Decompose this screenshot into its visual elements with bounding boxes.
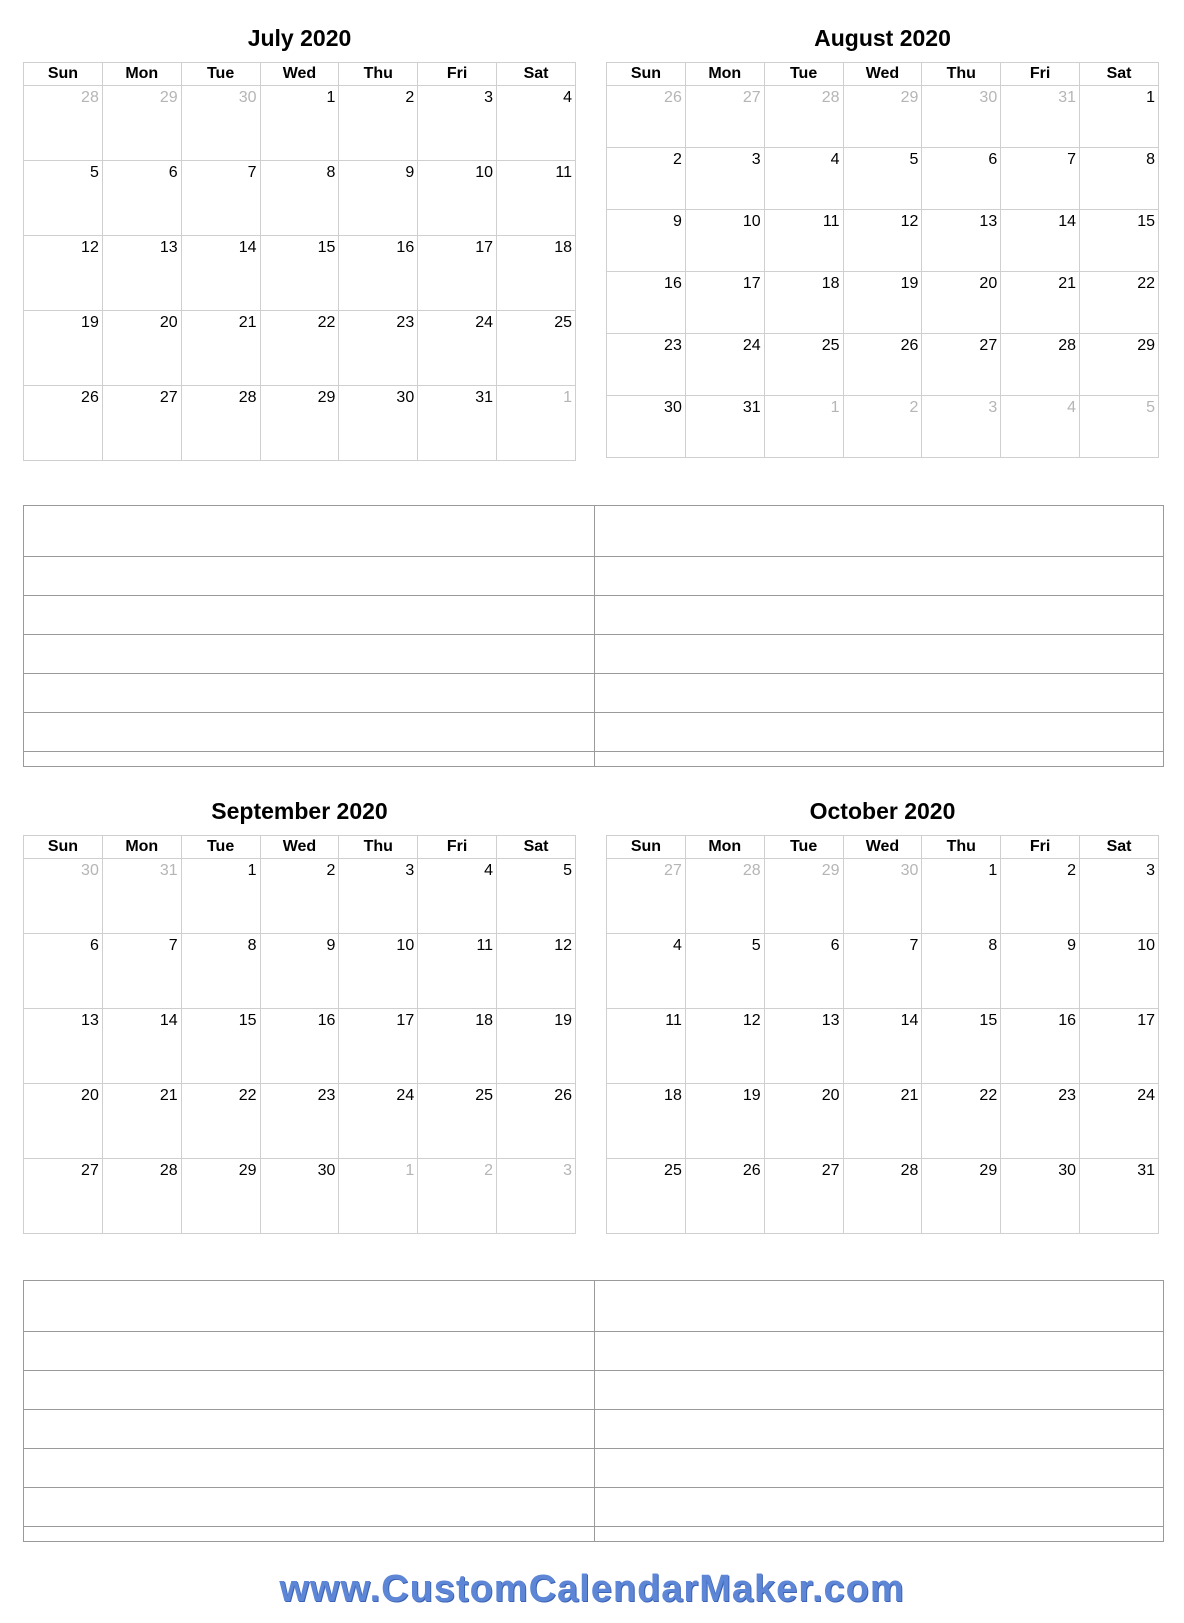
notes-divider bbox=[594, 1281, 595, 1541]
day-cell[interactable]: 25 bbox=[607, 1159, 686, 1234]
week-row bbox=[24, 859, 576, 934]
day-cell[interactable]: 19 bbox=[497, 1009, 576, 1084]
weekday-header: Mon bbox=[102, 63, 181, 86]
day-cell[interactable]: 5 bbox=[497, 859, 576, 934]
day-cell[interactable]: 31 bbox=[1080, 1159, 1159, 1234]
day-cell[interactable]: 9 bbox=[1001, 934, 1080, 1009]
day-cell[interactable]: 2 bbox=[607, 148, 686, 210]
day-cell-other-month[interactable]: 1 bbox=[764, 396, 843, 458]
day-cell[interactable]: 1 bbox=[1080, 86, 1159, 148]
day-cell[interactable]: 8 bbox=[260, 161, 339, 236]
day-cell[interactable]: 28 bbox=[102, 1159, 181, 1234]
day-cell[interactable]: 26 bbox=[497, 1084, 576, 1159]
week-row bbox=[607, 1009, 1159, 1084]
weekday-header: Wed bbox=[843, 63, 922, 86]
weekday-header: Sat bbox=[1080, 63, 1159, 86]
day-cell[interactable]: 12 bbox=[24, 236, 103, 311]
day-cell[interactable]: 3 bbox=[339, 859, 418, 934]
day-cell-other-month[interactable]: 2 bbox=[418, 1159, 497, 1234]
weekday-header: Tue bbox=[181, 63, 260, 86]
day-cell[interactable]: 4 bbox=[497, 86, 576, 161]
week-row bbox=[24, 86, 576, 161]
weekday-header: Sun bbox=[607, 836, 686, 859]
notes-area-top[interactable] bbox=[23, 505, 1164, 767]
day-cell[interactable]: 14 bbox=[843, 1009, 922, 1084]
day-cell[interactable]: 18 bbox=[497, 236, 576, 311]
weekday-header: Sun bbox=[24, 836, 103, 859]
day-cell[interactable]: 24 bbox=[685, 334, 764, 396]
day-cell[interactable]: 27 bbox=[922, 334, 1001, 396]
day-cell[interactable]: 5 bbox=[843, 148, 922, 210]
calendar-grid bbox=[606, 835, 1159, 1234]
day-cell[interactable]: 6 bbox=[764, 934, 843, 1009]
day-cell[interactable]: 8 bbox=[181, 934, 260, 1009]
day-cell[interactable]: 9 bbox=[339, 161, 418, 236]
day-cell[interactable]: 13 bbox=[922, 210, 1001, 272]
day-cell[interactable]: 4 bbox=[607, 934, 686, 1009]
weekday-header: Mon bbox=[685, 63, 764, 86]
week-row bbox=[607, 934, 1159, 1009]
weekday-header: Thu bbox=[922, 836, 1001, 859]
notes-line bbox=[24, 1370, 1163, 1371]
notes-area-bottom[interactable] bbox=[23, 1280, 1164, 1542]
day-cell[interactable]: 4 bbox=[764, 148, 843, 210]
notes-line bbox=[24, 1409, 1163, 1410]
day-cell[interactable]: 11 bbox=[497, 161, 576, 236]
day-cell[interactable]: 10 bbox=[339, 934, 418, 1009]
day-cell[interactable]: 25 bbox=[497, 311, 576, 386]
weekday-header: Sat bbox=[497, 836, 576, 859]
day-cell[interactable]: 8 bbox=[922, 934, 1001, 1009]
day-cell[interactable]: 29 bbox=[260, 386, 339, 461]
day-cell[interactable]: 2 bbox=[339, 86, 418, 161]
day-cell[interactable]: 11 bbox=[764, 210, 843, 272]
day-cell[interactable]: 27 bbox=[102, 386, 181, 461]
weekday-header: Sun bbox=[24, 63, 103, 86]
weekday-header: Fri bbox=[1001, 63, 1080, 86]
day-cell[interactable]: 26 bbox=[685, 1159, 764, 1234]
week-row bbox=[607, 396, 1159, 458]
week-row bbox=[607, 1159, 1159, 1234]
day-cell-other-month[interactable]: 27 bbox=[607, 859, 686, 934]
month-title: October 2020 bbox=[809, 798, 956, 824]
day-cell-other-month[interactable]: 28 bbox=[24, 86, 103, 161]
weekday-header: Sat bbox=[1080, 836, 1159, 859]
day-cell[interactable]: 19 bbox=[24, 311, 103, 386]
day-cell-other-month[interactable]: 28 bbox=[685, 859, 764, 934]
day-cell-other-month[interactable]: 1 bbox=[497, 386, 576, 461]
day-cell[interactable]: 14 bbox=[1001, 210, 1080, 272]
day-cell[interactable]: 20 bbox=[24, 1084, 103, 1159]
weekday-header: Mon bbox=[102, 836, 181, 859]
day-cell[interactable]: 17 bbox=[418, 236, 497, 311]
day-cell[interactable]: 22 bbox=[922, 1084, 1001, 1159]
notes-line bbox=[24, 673, 1163, 674]
day-cell[interactable]: 15 bbox=[922, 1009, 1001, 1084]
day-cell[interactable]: 29 bbox=[922, 1159, 1001, 1234]
day-cell[interactable]: 8 bbox=[1080, 148, 1159, 210]
notes-line bbox=[24, 1448, 1163, 1449]
day-cell[interactable]: 19 bbox=[843, 272, 922, 334]
weekday-header: Sat bbox=[497, 63, 576, 86]
day-cell[interactable]: 7 bbox=[102, 934, 181, 1009]
day-cell[interactable]: 3 bbox=[1080, 859, 1159, 934]
week-row bbox=[607, 859, 1159, 934]
weekday-header: Wed bbox=[260, 63, 339, 86]
day-cell[interactable]: 31 bbox=[418, 386, 497, 461]
day-cell[interactable]: 28 bbox=[1001, 334, 1080, 396]
weekday-header: Wed bbox=[843, 836, 922, 859]
week-row bbox=[24, 386, 576, 461]
day-cell[interactable]: 24 bbox=[418, 311, 497, 386]
day-cell[interactable]: 23 bbox=[607, 334, 686, 396]
notes-line bbox=[24, 751, 1163, 752]
day-cell[interactable]: 10 bbox=[418, 161, 497, 236]
day-cell[interactable]: 7 bbox=[843, 934, 922, 1009]
website-footer-link[interactable]: www.CustomCalendarMaker.com bbox=[279, 1568, 905, 1610]
notes-line bbox=[24, 595, 1163, 596]
day-cell[interactable]: 7 bbox=[181, 161, 260, 236]
day-cell[interactable]: 4 bbox=[418, 859, 497, 934]
week-row bbox=[24, 934, 576, 1009]
weekday-header: Thu bbox=[339, 63, 418, 86]
week-row bbox=[24, 236, 576, 311]
notes-line bbox=[24, 634, 1163, 635]
day-cell-other-month[interactable]: 31 bbox=[1001, 86, 1080, 148]
day-cell-other-month[interactable]: 31 bbox=[102, 859, 181, 934]
notes-line bbox=[24, 556, 1163, 557]
day-cell[interactable]: 31 bbox=[685, 396, 764, 458]
week-row bbox=[24, 1159, 576, 1234]
day-cell[interactable]: 16 bbox=[607, 272, 686, 334]
day-cell[interactable]: 11 bbox=[607, 1009, 686, 1084]
calendar-grid bbox=[23, 835, 576, 1234]
day-cell[interactable]: 1 bbox=[922, 859, 1001, 934]
day-cell[interactable]: 12 bbox=[843, 210, 922, 272]
day-cell[interactable]: 21 bbox=[102, 1084, 181, 1159]
day-cell[interactable]: 30 bbox=[607, 396, 686, 458]
day-cell[interactable]: 26 bbox=[24, 386, 103, 461]
day-cell[interactable]: 14 bbox=[181, 236, 260, 311]
day-cell-other-month[interactable]: 30 bbox=[922, 86, 1001, 148]
day-cell[interactable]: 23 bbox=[1001, 1084, 1080, 1159]
month-title: August 2020 bbox=[814, 25, 951, 51]
day-cell[interactable]: 3 bbox=[685, 148, 764, 210]
day-cell[interactable]: 26 bbox=[843, 334, 922, 396]
weekday-header: Mon bbox=[685, 836, 764, 859]
week-row bbox=[607, 210, 1159, 272]
day-cell[interactable]: 18 bbox=[418, 1009, 497, 1084]
calendar-grid bbox=[606, 62, 1159, 458]
day-cell-other-month[interactable]: 30 bbox=[843, 859, 922, 934]
day-cell-other-month[interactable]: 4 bbox=[1001, 396, 1080, 458]
day-cell-other-month[interactable]: 27 bbox=[685, 86, 764, 148]
day-cell[interactable]: 3 bbox=[418, 86, 497, 161]
weekday-header: Fri bbox=[418, 836, 497, 859]
day-cell[interactable]: 19 bbox=[685, 1084, 764, 1159]
day-cell[interactable]: 16 bbox=[260, 1009, 339, 1084]
weekday-header: Tue bbox=[764, 836, 843, 859]
day-cell[interactable]: 17 bbox=[1080, 1009, 1159, 1084]
day-cell[interactable]: 6 bbox=[102, 161, 181, 236]
day-cell[interactable]: 20 bbox=[922, 272, 1001, 334]
day-cell[interactable]: 22 bbox=[181, 1084, 260, 1159]
calendar-grid bbox=[23, 62, 576, 461]
day-cell[interactable]: 6 bbox=[922, 148, 1001, 210]
day-cell[interactable]: 13 bbox=[102, 236, 181, 311]
day-cell[interactable]: 30 bbox=[1001, 1159, 1080, 1234]
notes-line bbox=[24, 1331, 1163, 1332]
day-cell[interactable]: 7 bbox=[1001, 148, 1080, 210]
month-title: September 2020 bbox=[211, 798, 388, 824]
day-cell[interactable]: 12 bbox=[497, 934, 576, 1009]
day-cell[interactable]: 1 bbox=[181, 859, 260, 934]
month-july-2020 bbox=[23, 18, 576, 461]
day-cell[interactable]: 2 bbox=[260, 859, 339, 934]
day-cell[interactable]: 13 bbox=[24, 1009, 103, 1084]
day-cell-other-month[interactable]: 3 bbox=[922, 396, 1001, 458]
day-cell-other-month[interactable]: 2 bbox=[843, 396, 922, 458]
day-cell-other-month[interactable]: 29 bbox=[102, 86, 181, 161]
day-cell[interactable]: 21 bbox=[1001, 272, 1080, 334]
notes-line bbox=[24, 1526, 1163, 1527]
day-cell[interactable]: 28 bbox=[181, 386, 260, 461]
weekday-header: Thu bbox=[339, 836, 418, 859]
day-cell-other-month[interactable]: 30 bbox=[24, 859, 103, 934]
week-row bbox=[607, 334, 1159, 396]
month-august-2020 bbox=[606, 18, 1159, 458]
day-cell[interactable]: 5 bbox=[685, 934, 764, 1009]
month-title: July 2020 bbox=[247, 25, 352, 51]
day-cell-other-month[interactable]: 1 bbox=[339, 1159, 418, 1234]
day-cell[interactable]: 24 bbox=[339, 1084, 418, 1159]
month-september-2020 bbox=[23, 791, 576, 1234]
day-cell[interactable]: 29 bbox=[1080, 334, 1159, 396]
day-cell[interactable]: 17 bbox=[339, 1009, 418, 1084]
day-cell[interactable]: 30 bbox=[339, 386, 418, 461]
week-row bbox=[24, 1009, 576, 1084]
day-cell[interactable]: 21 bbox=[843, 1084, 922, 1159]
day-cell[interactable]: 30 bbox=[260, 1159, 339, 1234]
day-cell[interactable]: 12 bbox=[685, 1009, 764, 1084]
day-cell[interactable]: 1 bbox=[260, 86, 339, 161]
week-row bbox=[24, 1084, 576, 1159]
day-cell[interactable]: 17 bbox=[685, 272, 764, 334]
week-row bbox=[24, 311, 576, 386]
notes-divider bbox=[594, 506, 595, 766]
weekday-header: Tue bbox=[181, 836, 260, 859]
weekday-header: Wed bbox=[260, 836, 339, 859]
day-cell[interactable]: 25 bbox=[764, 334, 843, 396]
day-cell-other-month[interactable]: 3 bbox=[497, 1159, 576, 1234]
month-october-2020 bbox=[606, 791, 1159, 1234]
day-cell[interactable]: 2 bbox=[1001, 859, 1080, 934]
day-cell[interactable]: 14 bbox=[102, 1009, 181, 1084]
day-cell[interactable]: 15 bbox=[1080, 210, 1159, 272]
day-cell[interactable]: 27 bbox=[764, 1159, 843, 1234]
day-cell[interactable]: 9 bbox=[260, 934, 339, 1009]
week-row bbox=[607, 272, 1159, 334]
day-cell[interactable]: 22 bbox=[1080, 272, 1159, 334]
day-cell[interactable]: 13 bbox=[764, 1009, 843, 1084]
day-cell-other-month[interactable]: 26 bbox=[607, 86, 686, 148]
day-cell-other-month[interactable]: 5 bbox=[1080, 396, 1159, 458]
day-cell-other-month[interactable]: 29 bbox=[764, 859, 843, 934]
week-row bbox=[24, 161, 576, 236]
day-cell[interactable]: 23 bbox=[339, 311, 418, 386]
day-cell[interactable]: 23 bbox=[260, 1084, 339, 1159]
day-cell[interactable]: 18 bbox=[607, 1084, 686, 1159]
weekday-header: Fri bbox=[418, 63, 497, 86]
day-cell[interactable]: 16 bbox=[1001, 1009, 1080, 1084]
day-cell[interactable]: 10 bbox=[1080, 934, 1159, 1009]
notes-line bbox=[24, 1487, 1163, 1488]
day-cell[interactable]: 11 bbox=[418, 934, 497, 1009]
day-cell-other-month[interactable]: 28 bbox=[764, 86, 843, 148]
day-cell[interactable]: 20 bbox=[764, 1084, 843, 1159]
day-cell[interactable]: 24 bbox=[1080, 1084, 1159, 1159]
day-cell[interactable]: 10 bbox=[685, 210, 764, 272]
notes-line bbox=[24, 712, 1163, 713]
day-cell[interactable]: 15 bbox=[181, 1009, 260, 1084]
day-cell[interactable]: 15 bbox=[260, 236, 339, 311]
day-cell[interactable]: 27 bbox=[24, 1159, 103, 1234]
day-cell[interactable]: 25 bbox=[418, 1084, 497, 1159]
weekday-header: Tue bbox=[764, 63, 843, 86]
day-cell[interactable]: 28 bbox=[843, 1159, 922, 1234]
week-row bbox=[607, 1084, 1159, 1159]
day-cell[interactable]: 22 bbox=[260, 311, 339, 386]
day-cell[interactable]: 21 bbox=[181, 311, 260, 386]
day-cell-other-month[interactable]: 30 bbox=[181, 86, 260, 161]
week-row bbox=[607, 86, 1159, 148]
day-cell[interactable]: 6 bbox=[24, 934, 103, 1009]
weekday-header: Sun bbox=[607, 63, 686, 86]
day-cell-other-month[interactable]: 29 bbox=[843, 86, 922, 148]
day-cell[interactable]: 29 bbox=[181, 1159, 260, 1234]
day-cell[interactable]: 9 bbox=[607, 210, 686, 272]
day-cell[interactable]: 18 bbox=[764, 272, 843, 334]
weekday-header: Thu bbox=[922, 63, 1001, 86]
day-cell[interactable]: 20 bbox=[102, 311, 181, 386]
day-cell[interactable]: 5 bbox=[24, 161, 103, 236]
week-row bbox=[607, 148, 1159, 210]
weekday-header: Fri bbox=[1001, 836, 1080, 859]
day-cell[interactable]: 16 bbox=[339, 236, 418, 311]
